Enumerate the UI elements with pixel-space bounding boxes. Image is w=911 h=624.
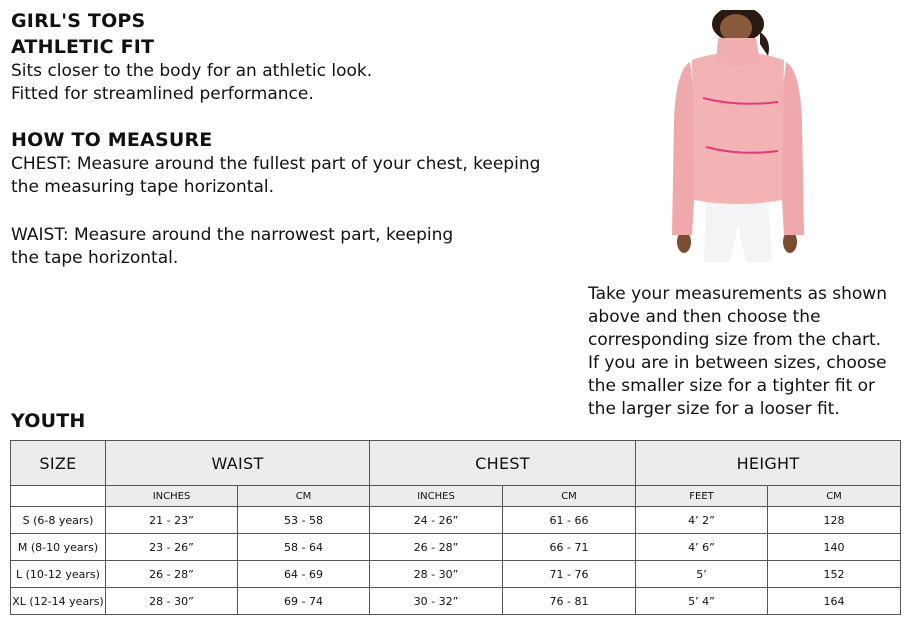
waist-instruction-line: the tape horizontal. bbox=[11, 248, 179, 268]
sizing-note-line: the smaller size for a tighter fit or bbox=[588, 376, 876, 396]
sizing-note-line: above and then choose the bbox=[588, 307, 821, 327]
unit-height-feet: FEET bbox=[636, 486, 768, 507]
sizing-note bbox=[588, 283, 908, 421]
table-cell: 140 bbox=[768, 534, 901, 561]
unit-height-cm: CM bbox=[768, 486, 901, 507]
table-cell: 69 - 74 bbox=[238, 588, 370, 615]
unit-blank bbox=[11, 486, 106, 507]
fit-description-line: Fitted for streamlined performance. bbox=[11, 84, 314, 104]
sizing-note-line: Take your measurements as shown bbox=[588, 284, 887, 304]
table-cell: 4’ 6” bbox=[636, 534, 768, 561]
header-height: HEIGHT bbox=[636, 441, 901, 486]
table-cell: 61 - 66 bbox=[503, 507, 636, 534]
fit-title: ATHLETIC FIT bbox=[11, 36, 155, 58]
header-waist: WAIST bbox=[106, 441, 370, 486]
sizing-note-line: the larger size for a looser fit. bbox=[588, 399, 840, 419]
table-cell: 23 - 26” bbox=[106, 534, 238, 561]
table-cell: 4’ 2” bbox=[636, 507, 768, 534]
table-cell: 5’ 4” bbox=[636, 588, 768, 615]
face bbox=[720, 14, 752, 42]
sweater-body bbox=[692, 52, 784, 204]
table-cell: 24 - 26” bbox=[370, 507, 503, 534]
table-units-row bbox=[11, 486, 901, 507]
table-cell: 28 - 30” bbox=[106, 588, 238, 615]
table-header-row bbox=[11, 441, 901, 486]
table-cell: 66 - 71 bbox=[503, 534, 636, 561]
fit-description-line: Sits closer to the body for an athletic look. bbox=[11, 61, 373, 81]
unit-chest-inches: INCHES bbox=[370, 486, 503, 507]
ponytail bbox=[760, 32, 769, 56]
table-cell: 28 - 30” bbox=[370, 561, 503, 588]
table-cell: 30 - 32” bbox=[370, 588, 503, 615]
product-title: GIRL'S TOPS bbox=[11, 10, 146, 32]
how-to-measure-heading: HOW TO MEASURE bbox=[11, 129, 213, 151]
model-measurement-illustration bbox=[668, 10, 808, 262]
table-cell: 58 - 64 bbox=[238, 534, 370, 561]
table-cell: 26 - 28” bbox=[370, 534, 503, 561]
table-row bbox=[11, 507, 901, 534]
unit-waist-inches: INCHES bbox=[106, 486, 238, 507]
size-cell: XL (12-14 years) bbox=[11, 588, 106, 615]
table-cell: 76 - 81 bbox=[503, 588, 636, 615]
table-cell: 26 - 28” bbox=[106, 561, 238, 588]
table-cell: 128 bbox=[768, 507, 901, 534]
table-cell: 64 - 69 bbox=[238, 561, 370, 588]
header-size: SIZE bbox=[11, 441, 106, 486]
table-cell: 164 bbox=[768, 588, 901, 615]
table-cell: 5’ bbox=[636, 561, 768, 588]
table-row bbox=[11, 588, 901, 615]
table-cell: 152 bbox=[768, 561, 901, 588]
leggings bbox=[704, 195, 772, 262]
sizing-note-line: If you are in between sizes, choose bbox=[588, 353, 887, 373]
table-cell: 53 - 58 bbox=[238, 507, 370, 534]
table-row bbox=[11, 561, 901, 588]
size-cell: L (10-12 years) bbox=[11, 561, 106, 588]
size-chart-table bbox=[10, 440, 901, 615]
chest-instruction-line: CHEST: Measure around the fullest part of your chest, keeping bbox=[11, 154, 541, 174]
table-row bbox=[11, 534, 901, 561]
header-chest: CHEST bbox=[370, 441, 636, 486]
chest-instruction-line: the measuring tape horizontal. bbox=[11, 177, 274, 197]
size-cell: S (6-8 years) bbox=[11, 507, 106, 534]
table-cell: 21 - 23” bbox=[106, 507, 238, 534]
youth-section-title: YOUTH bbox=[11, 410, 86, 432]
sizing-note-line: corresponding size from the chart. bbox=[588, 330, 882, 350]
waist-instruction-line: WAIST: Measure around the narrowest part, keeping bbox=[11, 225, 454, 245]
unit-waist-cm: CM bbox=[238, 486, 370, 507]
size-cell: M (8-10 years) bbox=[11, 534, 106, 561]
table-cell: 71 - 76 bbox=[503, 561, 636, 588]
sweater-collar bbox=[716, 38, 760, 65]
unit-chest-cm: CM bbox=[503, 486, 636, 507]
